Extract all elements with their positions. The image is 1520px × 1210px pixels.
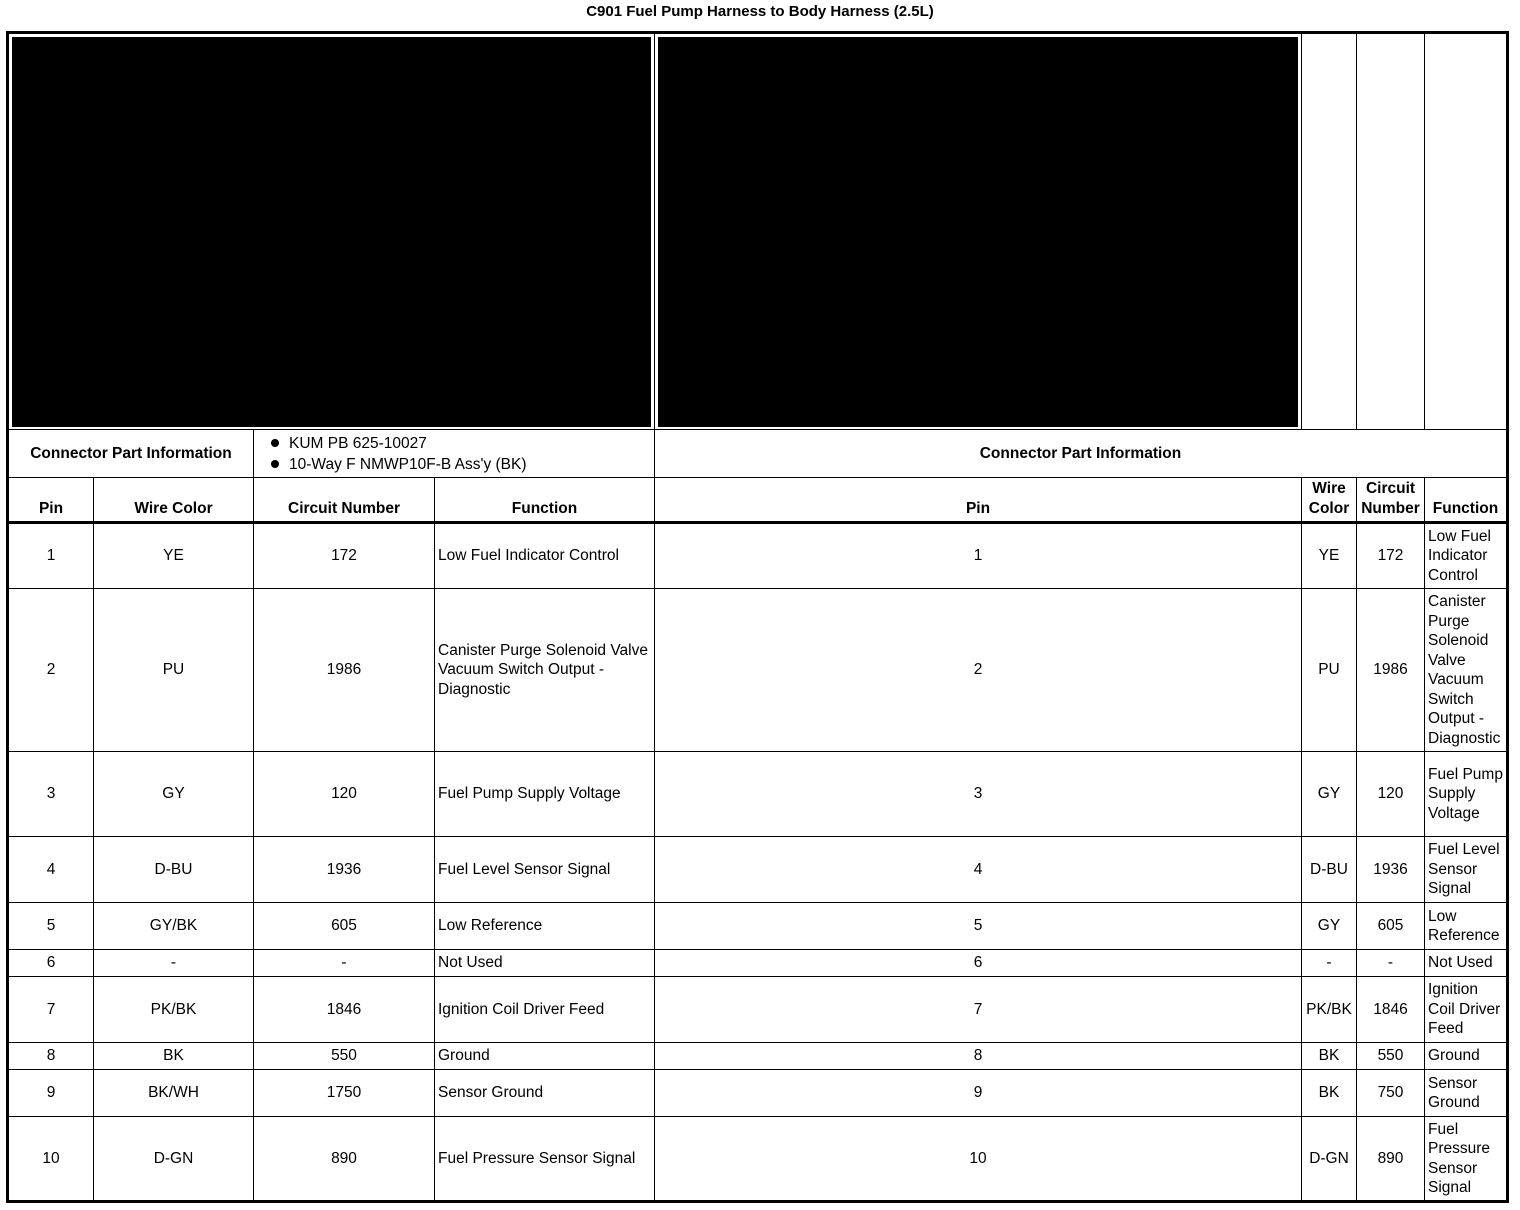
- pin-cell: 10: [8, 1117, 94, 1202]
- circuit-number-cell-right: 172: [1357, 523, 1425, 589]
- function-cell: Fuel Level Sensor Signal: [435, 837, 655, 903]
- pin-cell: 6: [8, 950, 94, 977]
- connector-image-right: [658, 37, 1298, 427]
- function-cell: Not Used: [435, 950, 655, 977]
- connector-part-text: 10-Way F NMWP10F-B Ass'y (BK): [289, 455, 527, 473]
- circuit-number-cell-right: 120: [1357, 752, 1425, 837]
- pin-cell: 9: [8, 1070, 94, 1117]
- pin-cell-right: 9: [655, 1070, 1302, 1117]
- connector-part-item: [269, 454, 651, 475]
- function-cell: Fuel Pressure Sensor Signal: [435, 1117, 655, 1202]
- connector-info-row: [8, 430, 1508, 478]
- connector-part-list: [257, 433, 651, 475]
- pin-cell-right: 4: [655, 837, 1302, 903]
- wire-color-cell: D-GN: [94, 1117, 254, 1202]
- connector-image-row: [8, 33, 1508, 430]
- pin-cell: 4: [8, 837, 94, 903]
- function-cell-right: Ground: [1425, 1043, 1508, 1070]
- pin-cell: 3: [8, 752, 94, 837]
- circuit-number-cell: 1846: [254, 977, 435, 1043]
- pin-cell: 5: [8, 903, 94, 950]
- table-row: [8, 1070, 1508, 1117]
- pin-cell: 1: [8, 523, 94, 589]
- table-row: [8, 837, 1508, 903]
- page-title: C901 Fuel Pump Harness to Body Harness (2.5L): [586, 3, 934, 20]
- wire-color-cell-right: GY: [1302, 903, 1357, 950]
- header-circuit-number-left: Circuit Number: [254, 478, 435, 523]
- wire-color-cell-right: GY: [1302, 752, 1357, 837]
- pin-cell-right: 6: [655, 950, 1302, 977]
- table-row: [8, 903, 1508, 950]
- function-cell: Canister Purge Solenoid Valve Vacuum Switch Output - Diagnostic: [435, 589, 655, 752]
- circuit-number-cell: 1936: [254, 837, 435, 903]
- circuit-number-cell-right: 1846: [1357, 977, 1425, 1043]
- pin-cell-right: 1: [655, 523, 1302, 589]
- connector-info-label-right: Connector Part Information: [655, 430, 1508, 478]
- circuit-number-cell-right: 550: [1357, 1043, 1425, 1070]
- pin-cell-right: 7: [655, 977, 1302, 1043]
- table-row: [8, 1043, 1508, 1070]
- circuit-number-cell-right: -: [1357, 950, 1425, 977]
- wire-color-cell: -: [94, 950, 254, 977]
- bullet-icon: [271, 460, 279, 468]
- table-row: [8, 752, 1508, 837]
- header-wire-color-right: Wire Color: [1302, 478, 1357, 523]
- header-circuit-number-right: Circuit Number: [1357, 478, 1425, 523]
- wire-color-cell: GY/BK: [94, 903, 254, 950]
- wire-color-cell-right: -: [1302, 950, 1357, 977]
- table-row: [8, 523, 1508, 589]
- circuit-number-cell: -: [254, 950, 435, 977]
- wire-color-cell-right: BK: [1302, 1070, 1357, 1117]
- function-cell-right: Fuel Level Sensor Signal: [1425, 837, 1508, 903]
- pin-cell: 8: [8, 1043, 94, 1070]
- connector-image-right-cell: [655, 33, 1302, 430]
- function-cell-right: Ignition Coil Driver Feed: [1425, 977, 1508, 1043]
- circuit-number-cell-right: 605: [1357, 903, 1425, 950]
- circuit-number-cell: 605: [254, 903, 435, 950]
- wire-color-cell: BK/WH: [94, 1070, 254, 1117]
- function-cell-right: Fuel Pressure Sensor Signal: [1425, 1117, 1508, 1202]
- blank-cell: [1357, 33, 1425, 430]
- wire-color-cell-right: YE: [1302, 523, 1357, 589]
- connector-info-label-left: Connector Part Information: [8, 430, 254, 478]
- pin-cell-right: 5: [655, 903, 1302, 950]
- table-row: [8, 589, 1508, 752]
- function-cell: Low Fuel Indicator Control: [435, 523, 655, 589]
- pin-cell: 2: [8, 589, 94, 752]
- header-function-left: Function: [435, 478, 655, 523]
- connector-part-item: [269, 433, 651, 454]
- pin-cell-right: 10: [655, 1117, 1302, 1202]
- blank-cell: [1302, 33, 1357, 430]
- table-row: [8, 950, 1508, 977]
- function-cell-right: Canister Purge Solenoid Valve Vacuum Switch Output - Diagnostic: [1425, 589, 1508, 752]
- header-wire-color-left: Wire Color: [94, 478, 254, 523]
- function-cell-right: Low Reference: [1425, 903, 1508, 950]
- header-function-right: Function: [1425, 478, 1508, 523]
- pin-cell-right: 8: [655, 1043, 1302, 1070]
- function-cell: Sensor Ground: [435, 1070, 655, 1117]
- circuit-number-cell-right: 890: [1357, 1117, 1425, 1202]
- connector-table: [6, 31, 1509, 1203]
- function-cell: Fuel Pump Supply Voltage: [435, 752, 655, 837]
- connector-image-left: [12, 37, 651, 427]
- function-cell: Ignition Coil Driver Feed: [435, 977, 655, 1043]
- wire-color-cell-right: D-GN: [1302, 1117, 1357, 1202]
- wire-color-cell-right: PU: [1302, 589, 1357, 752]
- pin-cell-right: 2: [655, 589, 1302, 752]
- circuit-number-cell: 550: [254, 1043, 435, 1070]
- function-cell: Ground: [435, 1043, 655, 1070]
- circuit-number-cell: 890: [254, 1117, 435, 1202]
- table-row: [8, 1117, 1508, 1202]
- wire-color-cell: D-BU: [94, 837, 254, 903]
- column-header-row: [8, 478, 1508, 523]
- function-cell-right: Not Used: [1425, 950, 1508, 977]
- wire-color-cell-right: D-BU: [1302, 837, 1357, 903]
- connector-info-list-cell: [254, 430, 655, 478]
- circuit-number-cell: 120: [254, 752, 435, 837]
- blank-cell: [1425, 33, 1508, 430]
- circuit-number-cell: 1986: [254, 589, 435, 752]
- connector-image-left-cell: [8, 33, 655, 430]
- connector-part-text: KUM PB 625-10027: [289, 434, 427, 452]
- pin-cell-right: 3: [655, 752, 1302, 837]
- bullet-icon: [271, 439, 279, 447]
- wire-color-cell-right: PK/BK: [1302, 977, 1357, 1043]
- wire-color-cell: YE: [94, 523, 254, 589]
- wire-color-cell: GY: [94, 752, 254, 837]
- function-cell-right: Fuel Pump Supply Voltage: [1425, 752, 1508, 837]
- circuit-number-cell: 172: [254, 523, 435, 589]
- function-cell-right: Sensor Ground: [1425, 1070, 1508, 1117]
- header-pin-left: Pin: [8, 478, 94, 523]
- circuit-number-cell: 1750: [254, 1070, 435, 1117]
- wire-color-cell: PU: [94, 589, 254, 752]
- circuit-number-cell-right: 750: [1357, 1070, 1425, 1117]
- wire-color-cell: PK/BK: [94, 977, 254, 1043]
- circuit-number-cell-right: 1936: [1357, 837, 1425, 903]
- header-pin-right: Pin: [655, 478, 1302, 523]
- function-cell-right: Low Fuel Indicator Control: [1425, 523, 1508, 589]
- wire-color-cell-right: BK: [1302, 1043, 1357, 1070]
- wire-color-cell: BK: [94, 1043, 254, 1070]
- circuit-number-cell-right: 1986: [1357, 589, 1425, 752]
- function-cell: Low Reference: [435, 903, 655, 950]
- pin-cell: 7: [8, 977, 94, 1043]
- table-row: [8, 977, 1508, 1043]
